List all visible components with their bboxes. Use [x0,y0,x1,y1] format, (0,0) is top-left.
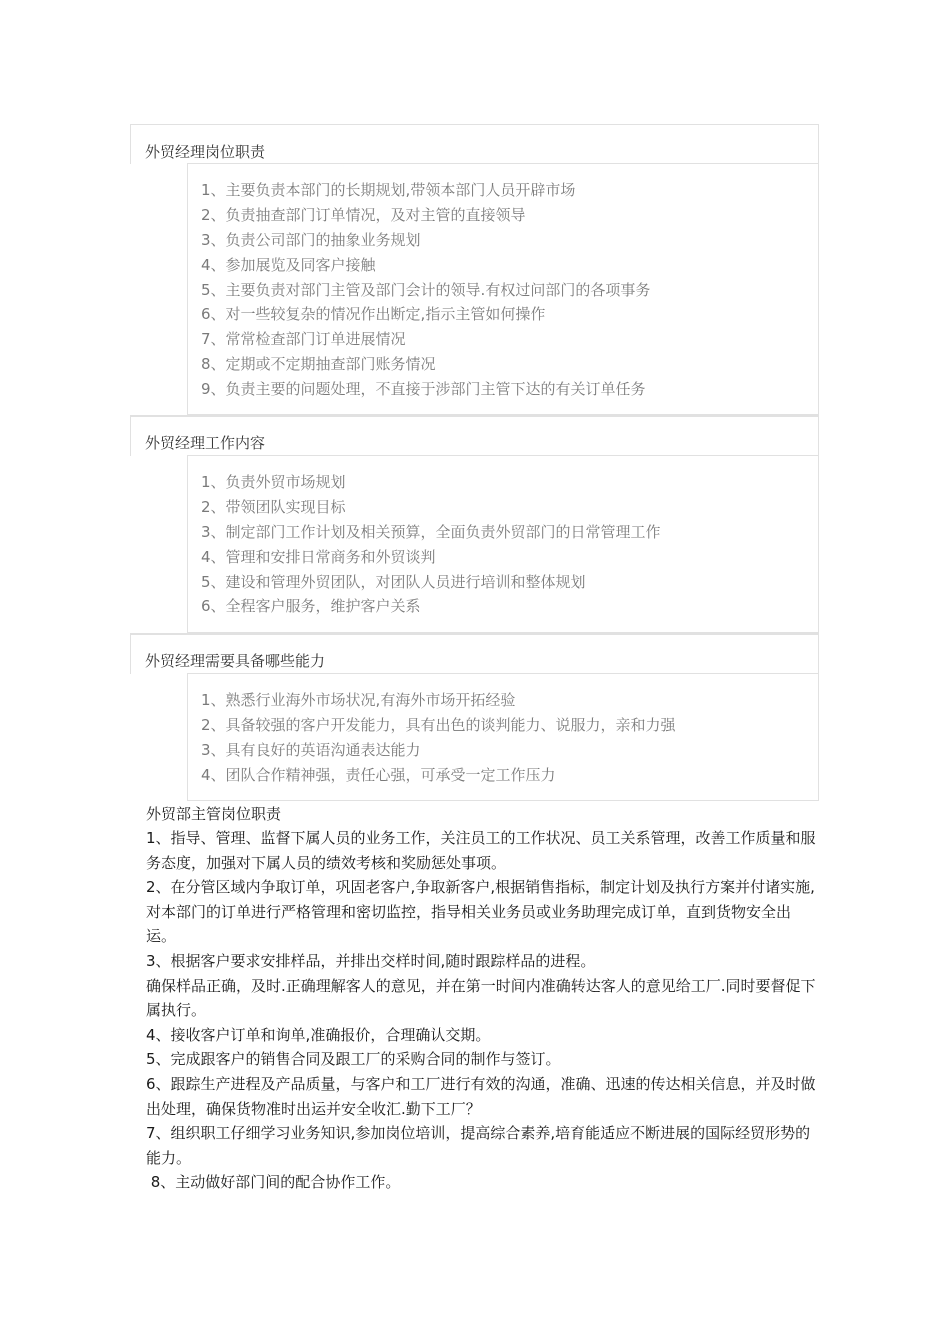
section-3-list [201,688,676,788]
list-item: 5、建设和管理外贸团队，对团队人员进行培训和整体规划 [201,572,586,591]
paragraph: 5、完成跟客户的销售合同及跟工厂的采购合同的制作与签订。 [146,1050,561,1069]
paragraph: 7、组织职工仔细学习业务知识,参加岗位培训，提高综合素养,培育能适应不断进展的国际经贸形势的能力。 [146,1124,811,1167]
list-item: 3、具有良好的英语沟通表达能力 [201,740,421,759]
list-item: 4、团队合作精神强，责任心强，可承受一定工作压力 [201,765,556,784]
paragraph: 确保样品正确，及时.正确理解客人的意见，并在第一时间内准确转达客人的意见给工厂.同时要督促下属执行。 [146,976,816,1020]
list-item: 3、制定部门工作计划及相关预算，全面负责外贸部门的日常管理工作 [201,522,661,541]
list-item: 8、定期或不定期抽查部门账务情况 [201,355,436,374]
list-item: 2、带领团队实现目标 [201,497,346,516]
list-item: 6、全程客户服务，维护客户关系 [201,597,421,616]
list-item: 5、主要负责对部门主管及部门会计的领导.有权过问部门的各项事务 [201,280,651,299]
list-item: 7、常常检查部门订单进展情况 [201,330,406,349]
list-item: 3、负责公司部门的抽象业务规划 [201,230,421,249]
section-2-header [130,416,819,456]
list-item: 6、对一些较复杂的情况作出断定,指示主管如何操作 [201,305,546,324]
list-item: 4、参加展览及同客户接触 [201,255,376,274]
section-1-list [201,178,650,402]
section-3-header [130,634,819,674]
list-item: 2、具备较强的客户开发能力，具有出色的谈判能力、说服力，亲和力强 [201,715,676,734]
paragraph: 1、指导、管理、监督下属人员的业务工作，关注员工的工作状况、员工关系管理，改善工作质量和服务态度，加强对下属人员的绩效考核和奖励惩处事项。 [146,829,816,872]
paragraph: 8、主动做好部门间的配合协作工作。 [146,1173,401,1192]
paragraph: 2、在分管区域内争取订单，巩固老客户,争取新客户,根据销售指标，制定计划及执行方案并付诸实施,对本部门的订单进行严格管理和密切监控，指导相关业务员或业务助理完成订单，直到货物安全出运。 [146,878,815,946]
section-2-title: 外贸经理工作内容 [145,434,266,452]
paragraph: 3、根据客户要求安排样品，并排出交样时间,随时跟踪样品的进程。 [146,951,596,970]
section-1-title: 外贸经理岗位职责 [145,143,266,161]
list-item: 9、负责主要的问题处理，不直接于涉部门主管下达的有关订单任务 [201,380,646,399]
list-item: 1、熟悉行业海外市场状况,有海外市场开拓经验 [201,691,516,709]
list-item: 1、主要负责本部门的长期规划,带领本部门人员开辟市场 [201,181,576,199]
supervisor-title: 外贸部主管岗位职责 [146,805,282,823]
list-item: 4、管理和安排日常商务和外贸谈判 [201,547,436,566]
supervisor-body [146,826,818,1195]
paragraph: 6、跟踪生产进程及产品质量，与客户和工厂进行有效的沟通，准确、迅速的传达相关信息，并及时做出处理，确保货物准时出运并安全收汇.勤下工厂？ [146,1074,816,1118]
section-1-header [130,124,819,164]
section-3-title: 外贸经理需要具备哪些能力 [145,652,326,670]
list-item: 1、负责外贸市场规划 [201,473,346,491]
section-2-list [201,470,661,619]
paragraph: 4、接收客户订单和询单,准确报价，合理确认交期。 [146,1025,491,1044]
list-item: 2、负责抽查部门订单情况，及对主管的直接领导 [201,205,526,224]
